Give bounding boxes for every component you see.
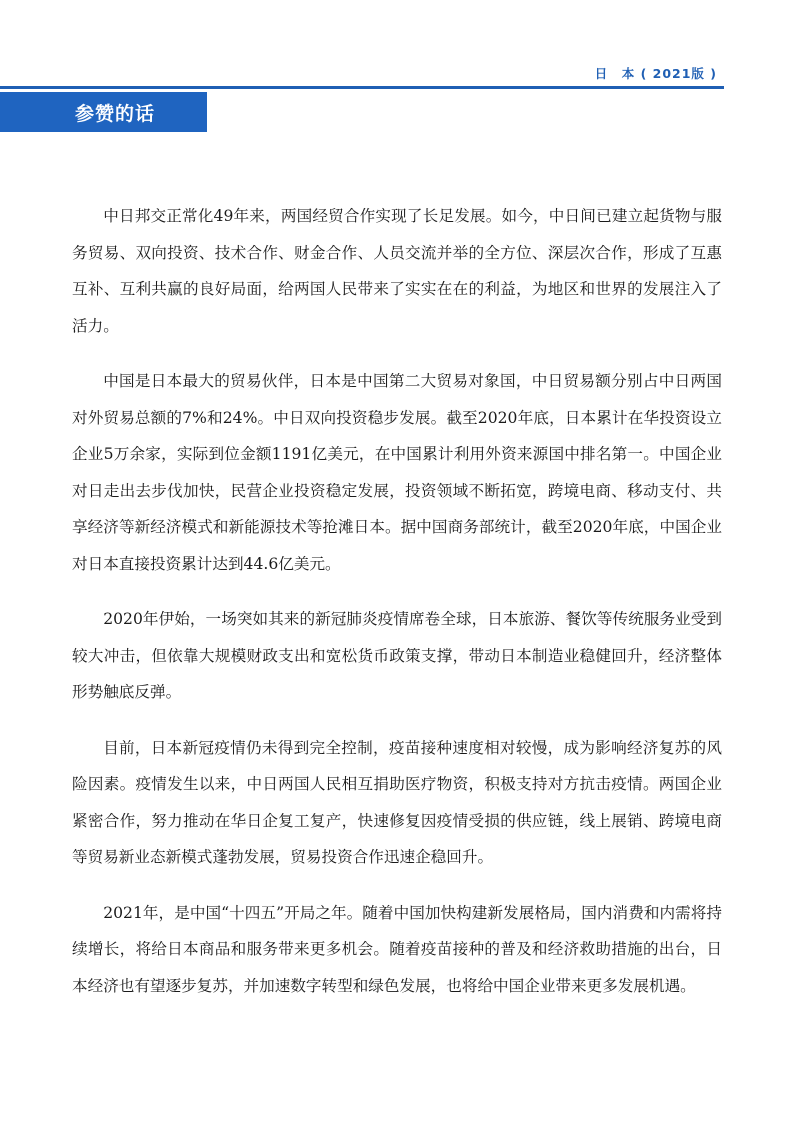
header-rule [0, 86, 724, 89]
running-header: 日 本 ( 2021版 ) [594, 66, 717, 81]
paragraph-1: 中日邦交正常化49年来，两国经贸合作实现了长足发展。如今，中日间已建立起货物与服务贸易、双向投资、技术合作、财金合作、人员交流并举的全方位、深层次合作，形成了互惠互补、互利共赢的良好局面，给两国人民带来了实实在在的利益，为地区和世界的发展注入了活力。 [72, 207, 722, 335]
paragraph-5: 2021年，是中国“十四五”开局之年。随着中国加快构建新发展格局，国内消费和内需将持续增长，将给日本商品和服务带来更多机会。随着疫苗接种的普及和经济救助措施的出台，日本经济也有望逐步复苏，并加速数字转型和绿色发展，也将给中国企业带来更多发展机遇。 [72, 903, 722, 995]
body-text [72, 198, 722, 1023]
section-banner [0, 92, 207, 132]
paragraph-4: 目前，日本新冠疫情仍未得到完全控制，疫苗接种速度相对较慢，成为影响经济复苏的风险因素。疫情发生以来，中日两国人民相互捐助医疗物资，积极支持对方抗击疫情。两国企业紧密合作，努力推动在华日企复工复产，快速修复因疫情受损的供应链，线上展销、跨境电商等贸易新业态新模式蓬勃发展，贸易投资合作迅速企稳回升。 [72, 738, 722, 866]
paragraph-3: 2020年伊始，一场突如其来的新冠肺炎疫情席卷全球，日本旅游、餐饮等传统服务业受到较大冲击，但依靠大规模财政支出和宽松货币政策支撑，带动日本制造业稳健回升，经济整体形势触底反弹。 [72, 610, 722, 701]
section-title: 参赞的话 [75, 102, 156, 125]
paragraph-2: 中国是日本最大的贸易伙伴，日本是中国第二大贸易对象国，中日贸易额分别占中日两国对外贸易总额的7%和24%。中日双向投资稳步发展。截至2020年底，日本累计在华投资设立企业5万余家，实际到位金额1191亿美元，在中国累计利用外资来源国中排名第一。中国企业对日走出去步伐加快，民营企业投资稳定发展，投资领域不断拓宽，跨境电商、移动支付、共享经济等新经济模式和新能源技术等抢滩日本。据中国商务部统计，截至2020年底，中国企业对日本直接投资累计达到44.6亿美元。 [72, 372, 722, 573]
